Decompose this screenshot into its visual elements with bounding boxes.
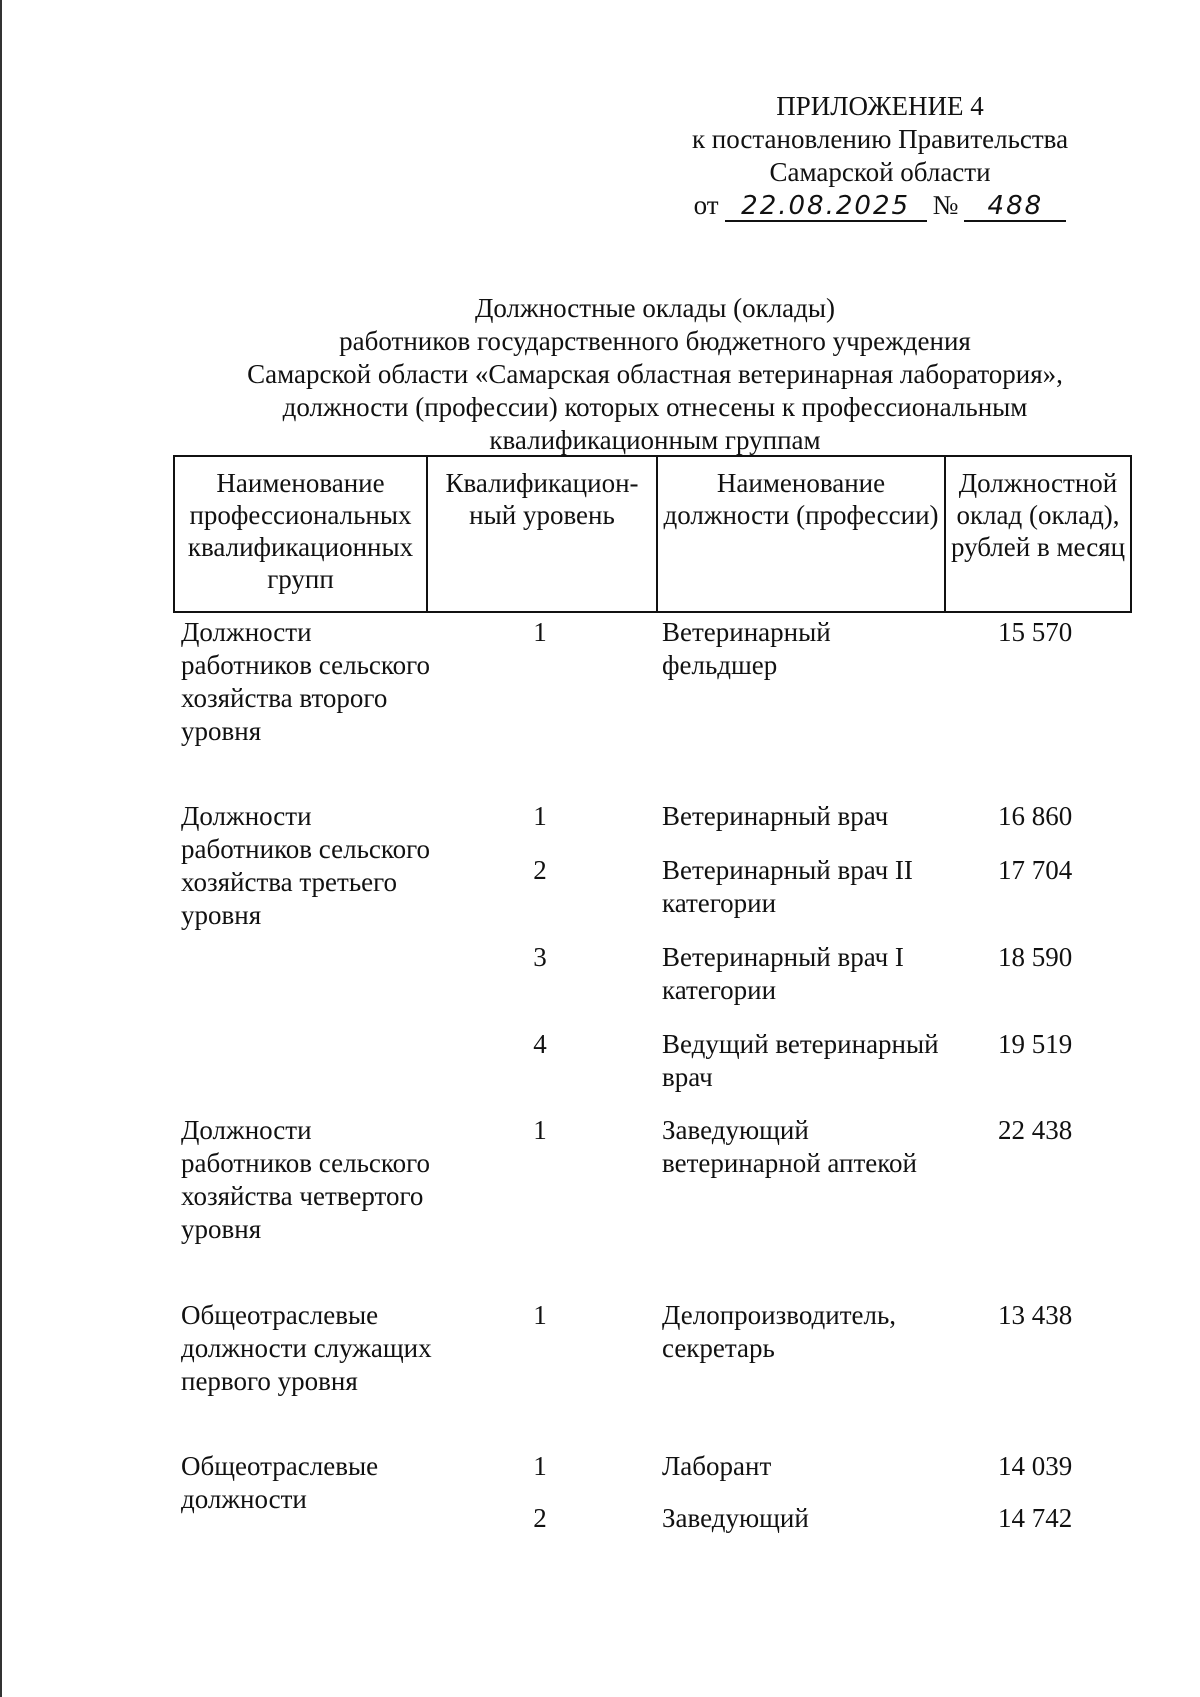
document-title xyxy=(130,292,1180,457)
row-salary: 22 438 xyxy=(998,1115,1073,1145)
header-row xyxy=(174,456,1131,612)
row-level: 1 xyxy=(533,1451,547,1481)
row-group: Должности работников сельского хозяйства второго уровня xyxy=(181,617,431,746)
row-level: 1 xyxy=(533,617,547,647)
row-salary: 19 519 xyxy=(998,1029,1073,1059)
row-level: 4 xyxy=(533,1029,547,1059)
title-line-5: квалификационным группам xyxy=(489,425,821,455)
header-salary: Должностной оклад (оклад), рублей в месяц xyxy=(945,456,1131,612)
appendix-region: Самарской области xyxy=(769,157,991,187)
date-prefix: от xyxy=(693,190,719,220)
salary-table-header xyxy=(173,455,1132,613)
row-position: Ветеринарный врач I категории xyxy=(662,942,904,1005)
row-group: Должности работников сельского хозяйства третьего уровня xyxy=(181,801,431,930)
row-level: 3 xyxy=(533,942,547,972)
row-salary: 13 438 xyxy=(998,1300,1073,1330)
row-salary: 18 590 xyxy=(998,942,1073,972)
row-level: 1 xyxy=(533,801,547,831)
title-line-1: Должностные оклады (оклады) xyxy=(474,293,836,323)
title-line-4: должности (профессии) которых отнесены к профессиональным xyxy=(282,392,1028,422)
scan-edge-line xyxy=(0,0,2,1697)
title-line-2: работников государственного бюджетного учреждения xyxy=(339,326,971,356)
row-position: Заведующий xyxy=(662,1503,809,1533)
row-salary: 15 570 xyxy=(998,617,1073,647)
row-position: Ведущий ветеринарный врач xyxy=(662,1029,939,1092)
row-salary: 14 039 xyxy=(998,1451,1073,1481)
title-line-3: Самарской области «Самарская областная ветеринарная лаборатория», xyxy=(247,359,1063,389)
row-level: 2 xyxy=(533,1503,547,1533)
row-position: Ветеринарный врач II категории xyxy=(662,855,913,918)
appendix-subtitle: к постановлению Правительства xyxy=(691,124,1069,154)
handwritten-date: 22.08.2025 xyxy=(725,192,927,222)
row-position: Делопроизводитель, секретарь xyxy=(662,1300,897,1363)
row-position: Ветеринарный фельдшер xyxy=(662,617,831,680)
header-group: Наименование профессиональных квалификационных групп xyxy=(174,456,427,612)
row-level: 1 xyxy=(533,1115,547,1145)
appendix-date-number xyxy=(694,189,1067,222)
row-salary: 16 860 xyxy=(998,801,1073,831)
row-level: 2 xyxy=(533,855,547,885)
appendix-header xyxy=(620,90,1140,222)
header-level: Квалификацион-ный уровень xyxy=(427,456,657,612)
row-position: Ветеринарный врач xyxy=(662,801,889,831)
row-group: Общеотраслевые должности служащих первого уровня xyxy=(181,1300,432,1396)
handwritten-number: 488 xyxy=(964,192,1066,222)
number-prefix: № xyxy=(932,190,959,220)
row-position: Заведующий ветеринарной аптекой xyxy=(662,1115,917,1178)
row-position: Лаборант xyxy=(662,1451,772,1481)
row-salary: 17 704 xyxy=(998,855,1073,885)
header-position: Наименование должности (профессии) xyxy=(657,456,945,612)
row-group: Общеотраслевые должности xyxy=(181,1451,379,1514)
row-salary: 14 742 xyxy=(998,1503,1073,1533)
row-group: Должности работников сельского хозяйства четвертого уровня xyxy=(181,1115,431,1244)
row-level: 1 xyxy=(533,1300,547,1330)
appendix-title: ПРИЛОЖЕНИЕ 4 xyxy=(776,91,984,121)
